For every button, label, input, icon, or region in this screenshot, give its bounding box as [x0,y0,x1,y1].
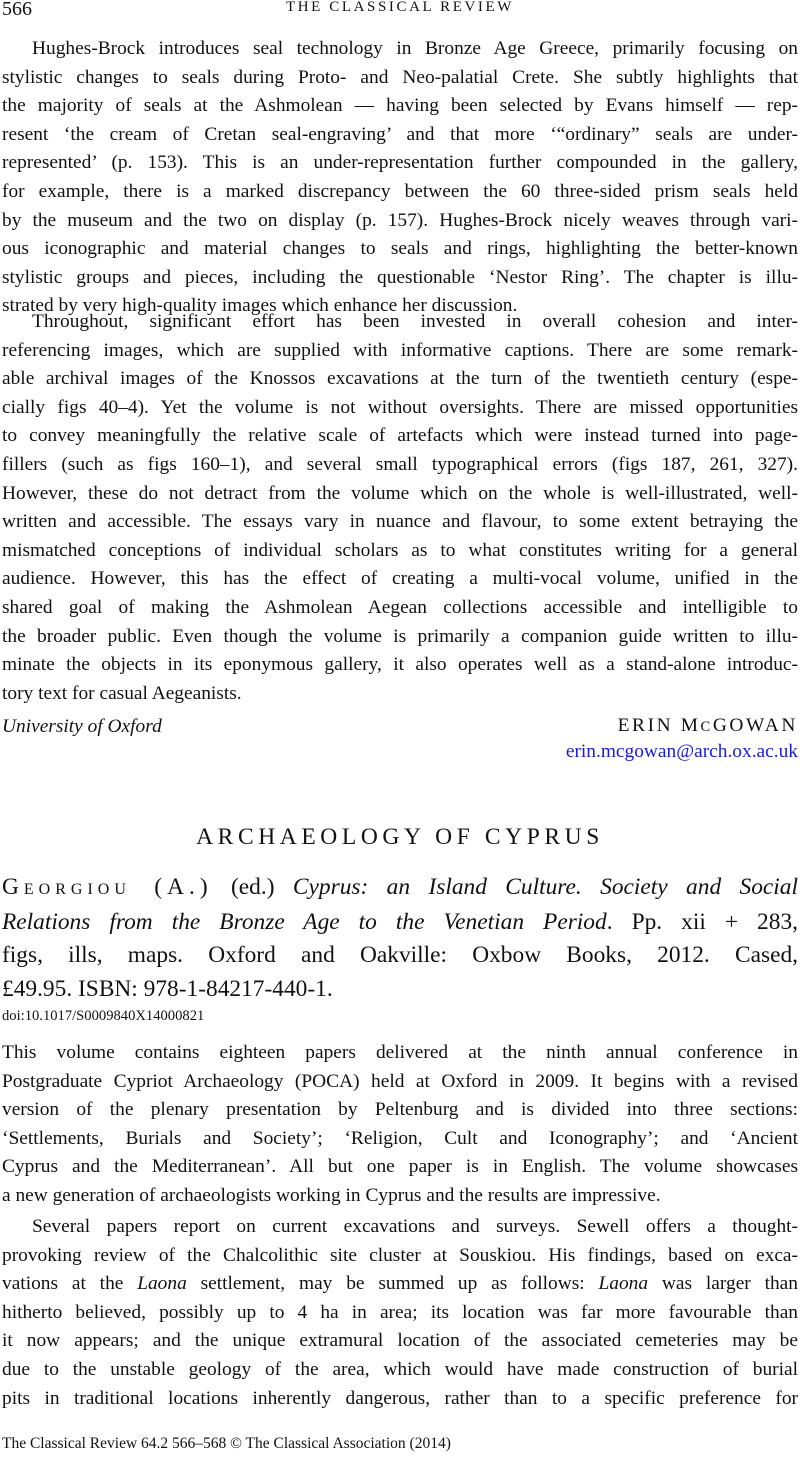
text-line: cially figs 40–4). Yet the volume is not without oversights. There are missed opportunities [2,396,798,418]
text-line: by the museum and the two on display (p. 157). Hughes-Brock nicely weaves through vari- [2,209,798,231]
doi-link[interactable]: doi:10.1017/S0009840X14000821 [2,1008,205,1024]
text-line: due to the unstable geology of the area, which would have made construction of burial [2,1358,798,1380]
text-line: shared goal of making the Ashmolean Aegean collections accessible and intelligible to [2,596,798,618]
text-line: Hughes-Brock introduces seal technology in Bronze Age Greece, primarily focusing on [32,38,798,59]
book-title: Cyprus: an Island Culture. Society and Social [292,874,798,900]
review-paragraph-3 [2,1039,798,1211]
text-line: stylistic changes to seals during Proto- and Neo-palatial Crete. She subtly highlights that [2,66,798,88]
text-line: Postgraduate Cypriot Archaeology (POCA) held at Oxford in 2009. It begins with a revised [2,1070,798,1092]
text-line: provoking review of the Chalcolithic site cluster at Souskiou. His findings, based on exca- [2,1244,798,1266]
reviewer-name-small-cap: C [700,719,713,735]
text-line: mismatched conceptions of individual scholars as to what constitutes writing for a general [2,539,798,561]
text-line: ‘Settlements, Burials and Society’; ‘Religion, Cult and Iconography’; and ‘Ancient [2,1127,798,1149]
biblio-line [2,906,798,939]
bibliographic-entry [2,871,798,1006]
book-title-cont: Relations from the Bronze Age to the Venetian Period [2,909,607,936]
review-paragraph-1 [2,35,798,321]
text-line: strated by very high-quality images which enhance her discussion. [2,295,518,317]
text-line: for example, there is a marked discrepancy between the 60 three-sided prism seals held [2,180,798,202]
text-line: Cyprus and the Mediterranean’. All but one paper is in English. The volume showcases [2,1156,798,1178]
text-fragment: vations at the [2,1273,138,1295]
text-line: Throughout, significant effort has been invested in overall cohesion and inter- [32,311,798,332]
text-line: audience. However, this has the effect of creating a multi-vocal volume, unified in the [2,568,798,590]
editor-name [2,874,213,900]
reviewer-affiliation: University of Oxford [2,716,162,737]
site-name: Laona [137,1273,187,1295]
review-paragraph-4 [2,1213,798,1413]
pages-info: . Pp. xii + 283, [606,909,798,936]
text-line: the majority of seals at the Ashmolean — having been selected by Evans himself — rep- [2,95,798,117]
text-line: stylistic groups and pieces, including the questionable ‘Nestor Ring’. The chapter is illu- [2,266,798,288]
text-line: the broader public. Even though the volume is primarily a companion guide written to illu- [2,625,798,647]
editor-initials: (A.) [154,874,213,900]
biblio-line: £49.95. ISBN: 978-1-84217-440-1. [2,975,333,1002]
page-header [0,0,800,22]
editor-initial: G [2,874,24,900]
reviewer-email-link[interactable]: erin.mcgowan@arch.ox.ac.uk [565,741,798,762]
text-line: to convey meaningfully the relative scale of artefacts which were instead turned into page- [2,425,798,447]
biblio-line [2,871,798,906]
reviewer-signature [0,716,800,776]
site-name: Laona [598,1273,649,1295]
text-line: minate the objects in its eponymous gallery, it also operates well as a stand-alone introduc- [2,654,798,676]
reviewer-name [618,715,798,737]
page-footer: The Classical Review 64.2 566–568 © The Classical Association (2014) [2,1435,451,1452]
text-line: tory text for casual Aegeanists. [2,682,242,704]
text-line: a new generation of archaeologists working in Cyprus and the results are impressive. [2,1184,661,1206]
text-fragment: was larger than [648,1273,798,1295]
text-line: represented’ (p. 153). This is an under-representation further compounded in the gallery, [2,152,798,174]
text-line: This volume contains eighteen papers delivered at the ninth annual conference in [2,1042,798,1063]
reviewer-name-part: ERIN M [617,715,701,736]
editor-surname: EORGIOU [23,881,131,898]
text-line: able archival images of the Knossos excavations at the turn of the twentieth century (espe- [2,368,798,390]
text-fragment: settlement, may be summed up as follows: [186,1273,599,1295]
section-title: ARCHAEOLOGY OF CYPRUS [196,824,604,850]
text-line: referencing images, which are supplied with informative captions. There are some remark- [2,339,798,361]
running-head: THE CLASSICAL REVIEW [285,0,515,15]
biblio-line: figs, ills, maps. Oxford and Oakville: Oxbow Books, 2012. Cased, [2,942,798,969]
text-line [2,1270,798,1299]
text-line: However, these do not detract from the volume which on the whole is well-illustrated, well- [2,482,798,504]
editor-role: (ed.) [231,874,275,900]
text-line: Several papers report on current excavations and surveys. Sewell offers a thought- [32,1216,798,1237]
review-paragraph-2 [2,308,798,708]
text-line: hitherto believed, possibly up to 4 ha in area; its location was far more favourable than [2,1301,798,1323]
text-line: it now appears; and the unique extramural location of the associated cemeteries may be [2,1330,798,1352]
text-line: fillers (such as figs 160–1), and several small typographical errors (figs 187, 261, 327). [2,453,798,475]
text-line: resent ‘the cream of Cretan seal-engraving’ and that more ‘“ordinary” seals are under- [2,123,798,145]
text-line: written and accessible. The essays vary in nuance and flavour, to some extent betraying the [2,511,798,533]
reviewer-name-part: GOWAN [712,715,798,736]
text-line: ous iconographic and material changes to seals and rings, highlighting the better-known [2,238,798,260]
page-number: 566 [2,0,32,20]
text-line: version of the plenary presentation by Peltenburg and is divided into three sections: [2,1099,798,1121]
text-line: pits in traditional locations inherently dangerous, rather than to a specific preference for [2,1387,798,1409]
